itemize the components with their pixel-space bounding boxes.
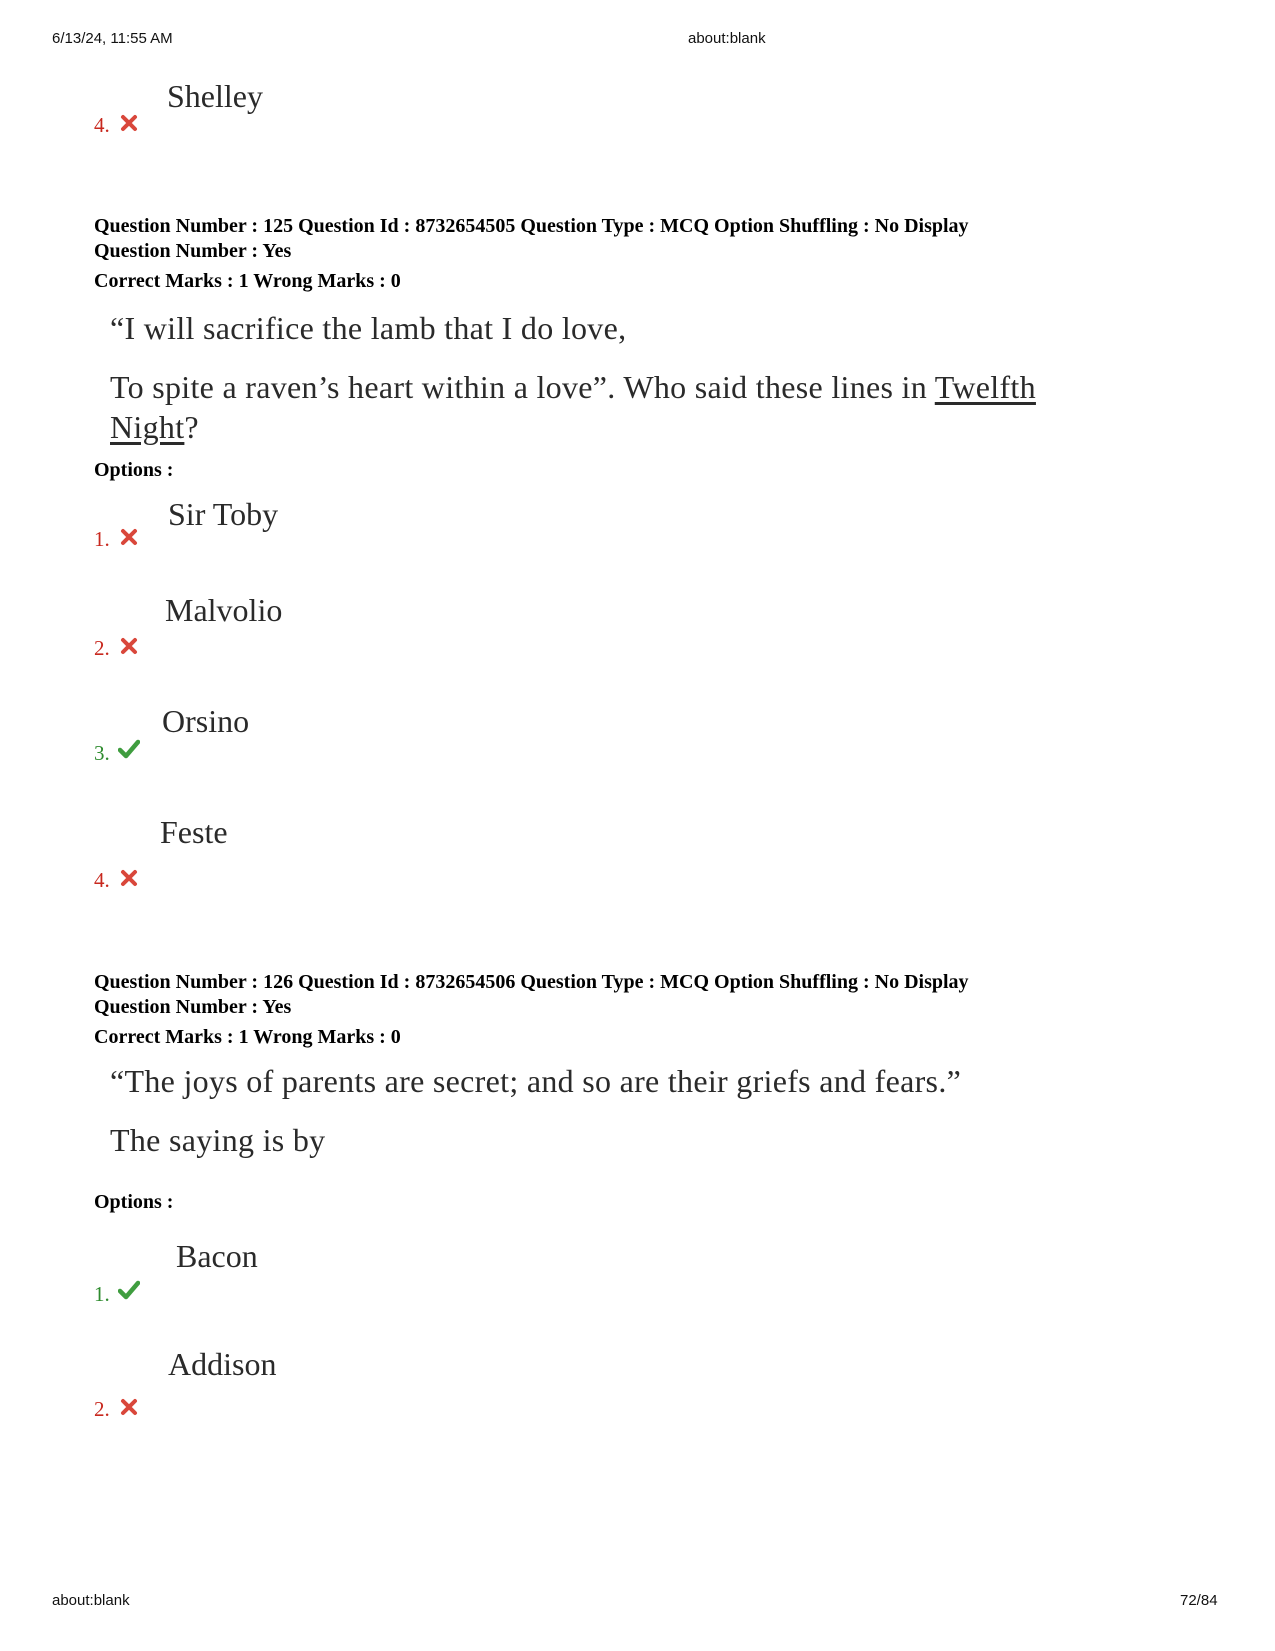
question-text-line: “I will sacrifice the lamb that I do love,: [110, 310, 627, 346]
option-text: Feste: [160, 814, 228, 850]
question-text-part: To spite a raven’s heart within a love”. Who said these lines in: [110, 369, 935, 405]
option-text: Orsino: [162, 703, 250, 739]
option-number: 4.: [94, 113, 110, 137]
question-meta: Question Number : 126 Question Id : 8732654506 Question Type : MCQ Option Shuffling : No Display: [94, 971, 969, 993]
check-icon: [118, 1280, 140, 1300]
page-number: 72/84: [1180, 1592, 1218, 1609]
question-meta: Question Number : 125 Question Id : 8732654505 Question Type : MCQ Option Shuffling : No Display: [94, 215, 969, 237]
underlined-title: Night: [110, 409, 185, 445]
option-text: Malvolio: [165, 592, 283, 628]
cross-icon: [120, 1398, 138, 1416]
option-text: Addison: [168, 1346, 277, 1382]
option-number: 4.: [94, 868, 110, 892]
question-text-line: “The joys of parents are secret; and so are their griefs and fears.”: [110, 1063, 962, 1099]
question-text-part: ?: [184, 409, 199, 445]
option-number: 2.: [94, 1397, 110, 1421]
question-meta-2: Question Number : Yes: [94, 996, 292, 1018]
print-title: about:blank: [688, 30, 766, 47]
question-meta-2: Question Number : Yes: [94, 240, 292, 262]
option-text: Bacon: [176, 1238, 258, 1274]
options-label: Options :: [94, 459, 174, 481]
option-number: 3.: [94, 741, 110, 765]
question-text-line: The saying is by: [110, 1122, 326, 1158]
option-number: 1.: [94, 1282, 110, 1306]
option-number: 2.: [94, 636, 110, 660]
question-text-line: [110, 407, 199, 447]
print-footer-url: about:blank: [52, 1592, 130, 1609]
cross-icon: [120, 114, 138, 132]
option-text: Shelley: [167, 78, 263, 114]
option-text: Sir Toby: [168, 496, 279, 532]
options-label: Options :: [94, 1191, 174, 1213]
cross-icon: [120, 528, 138, 546]
cross-icon: [120, 637, 138, 655]
option-number: 1.: [94, 527, 110, 551]
check-icon: [118, 739, 140, 759]
question-text-line: [110, 367, 1036, 407]
underlined-title: Twelfth: [934, 369, 1036, 405]
question-marks: Correct Marks : 1 Wrong Marks : 0: [94, 1026, 401, 1048]
print-datetime: 6/13/24, 11:55 AM: [52, 30, 173, 47]
cross-icon: [120, 869, 138, 887]
question-marks: Correct Marks : 1 Wrong Marks : 0: [94, 270, 401, 292]
